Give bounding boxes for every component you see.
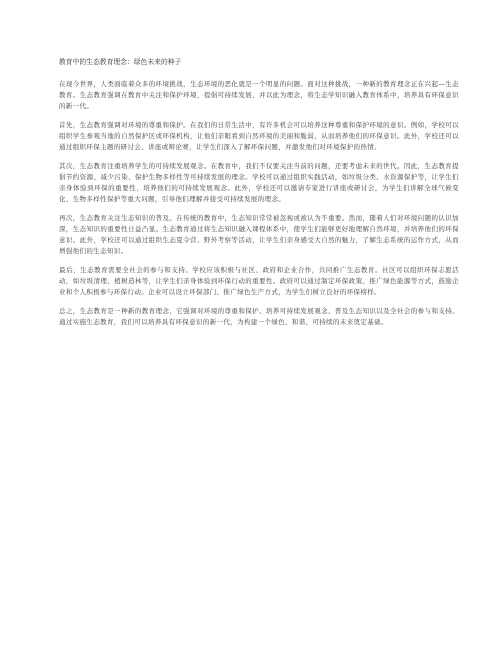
- paragraph-intro: 在现今世界，人类面临着众多的环境挑战，生态环境的恶化就是一个明显的问题。面对这种挑战，一种新的教育理念正在兴起—生态教育。生态教育强调在教育中关注和保护环境，提倡可持续发展，并以此为理念，将生态学知识融入教育体系中，培养具有环保意识的新一代。: [59, 80, 459, 110]
- paragraph-third: 再次，生态教育关注生态知识的普及。在传统的教育中，生态知识常常被忽视或被认为不重要。然而，随着人们对环境问题的认识加深，生态知识的重要性日益凸显。生态教育通过将生态知识融入课程体系中，使学生们能够更好地理解自然环境，并培养他们的环保意识。此外，学校还可以通过组织生态夏令营、野外考察等活动，让学生们亲身感受大自然的魅力，了解生态系统的运作方式，从而增强他们的生态知识。: [59, 214, 459, 255]
- paragraph-fourth: 最后，生态教育需要全社会的参与和支持。学校应该积极与社区、政府和企业合作，共同推广生态教育。社区可以组织环保志愿活动，如垃圾清理、植树造林等，让学生们亲身体验到环保行动的重要性。政府可以通过制定环保政策、推广绿色能源等方式，鼓励企业和个人积极参与环保行动。企业可以设立环保部门、推广绿色生产方式，为学生们树立良好的环保榜样。: [59, 266, 459, 296]
- paragraph-second: 其次，生态教育注重培养学生的可持续发展观念。在教育中，我们不仅要关注当前的问题，还要考虑未来的世代。因此，生态教育提倡节约资源、减少污染、保护生物多样性等可持续发展的理念。学校可以通过组织实践活动，如垃圾分类、水资源保护等，让学生们亲身体验到环保的重要性，培养他们的可持续发展观念。此外，学校还可以邀请专家进行讲座或研讨会，为学生们讲解全球气候变化、生物多样性保护等重大问题，引导他们理解并接受可持续发展的理念。: [59, 162, 459, 203]
- paragraph-first: 首先，生态教育强调对环境的尊重和保护。在我们的日常生活中，有许多机会可以培养这种尊重和保护环境的意识。例如，学校可以组织学生参观当地的自然保护区或环保机构，让他们亲眼看到自然环境的美丽和脆弱，从而培养他们的环保意识。此外，学校还可以通过组织环保主题的研讨会、讲座或辩论赛，让学生们深入了解环保问题，并激发他们对环境保护的热情。: [59, 121, 459, 151]
- document-title: 教育中的生态教育理念：绿色未来的种子: [59, 58, 182, 66]
- document-body: [59, 56, 459, 336]
- paragraph-conclusion: 总之，生态教育是一种新的教育理念，它强调对环境的尊重和保护、培养可持续发展观念、普及生态知识以及全社会的参与和支持。通过实施生态教育，我们可以培养具有环保意识的新一代，为构建一个绿色、和谐、可持续的未来奠定基础。: [59, 307, 459, 326]
